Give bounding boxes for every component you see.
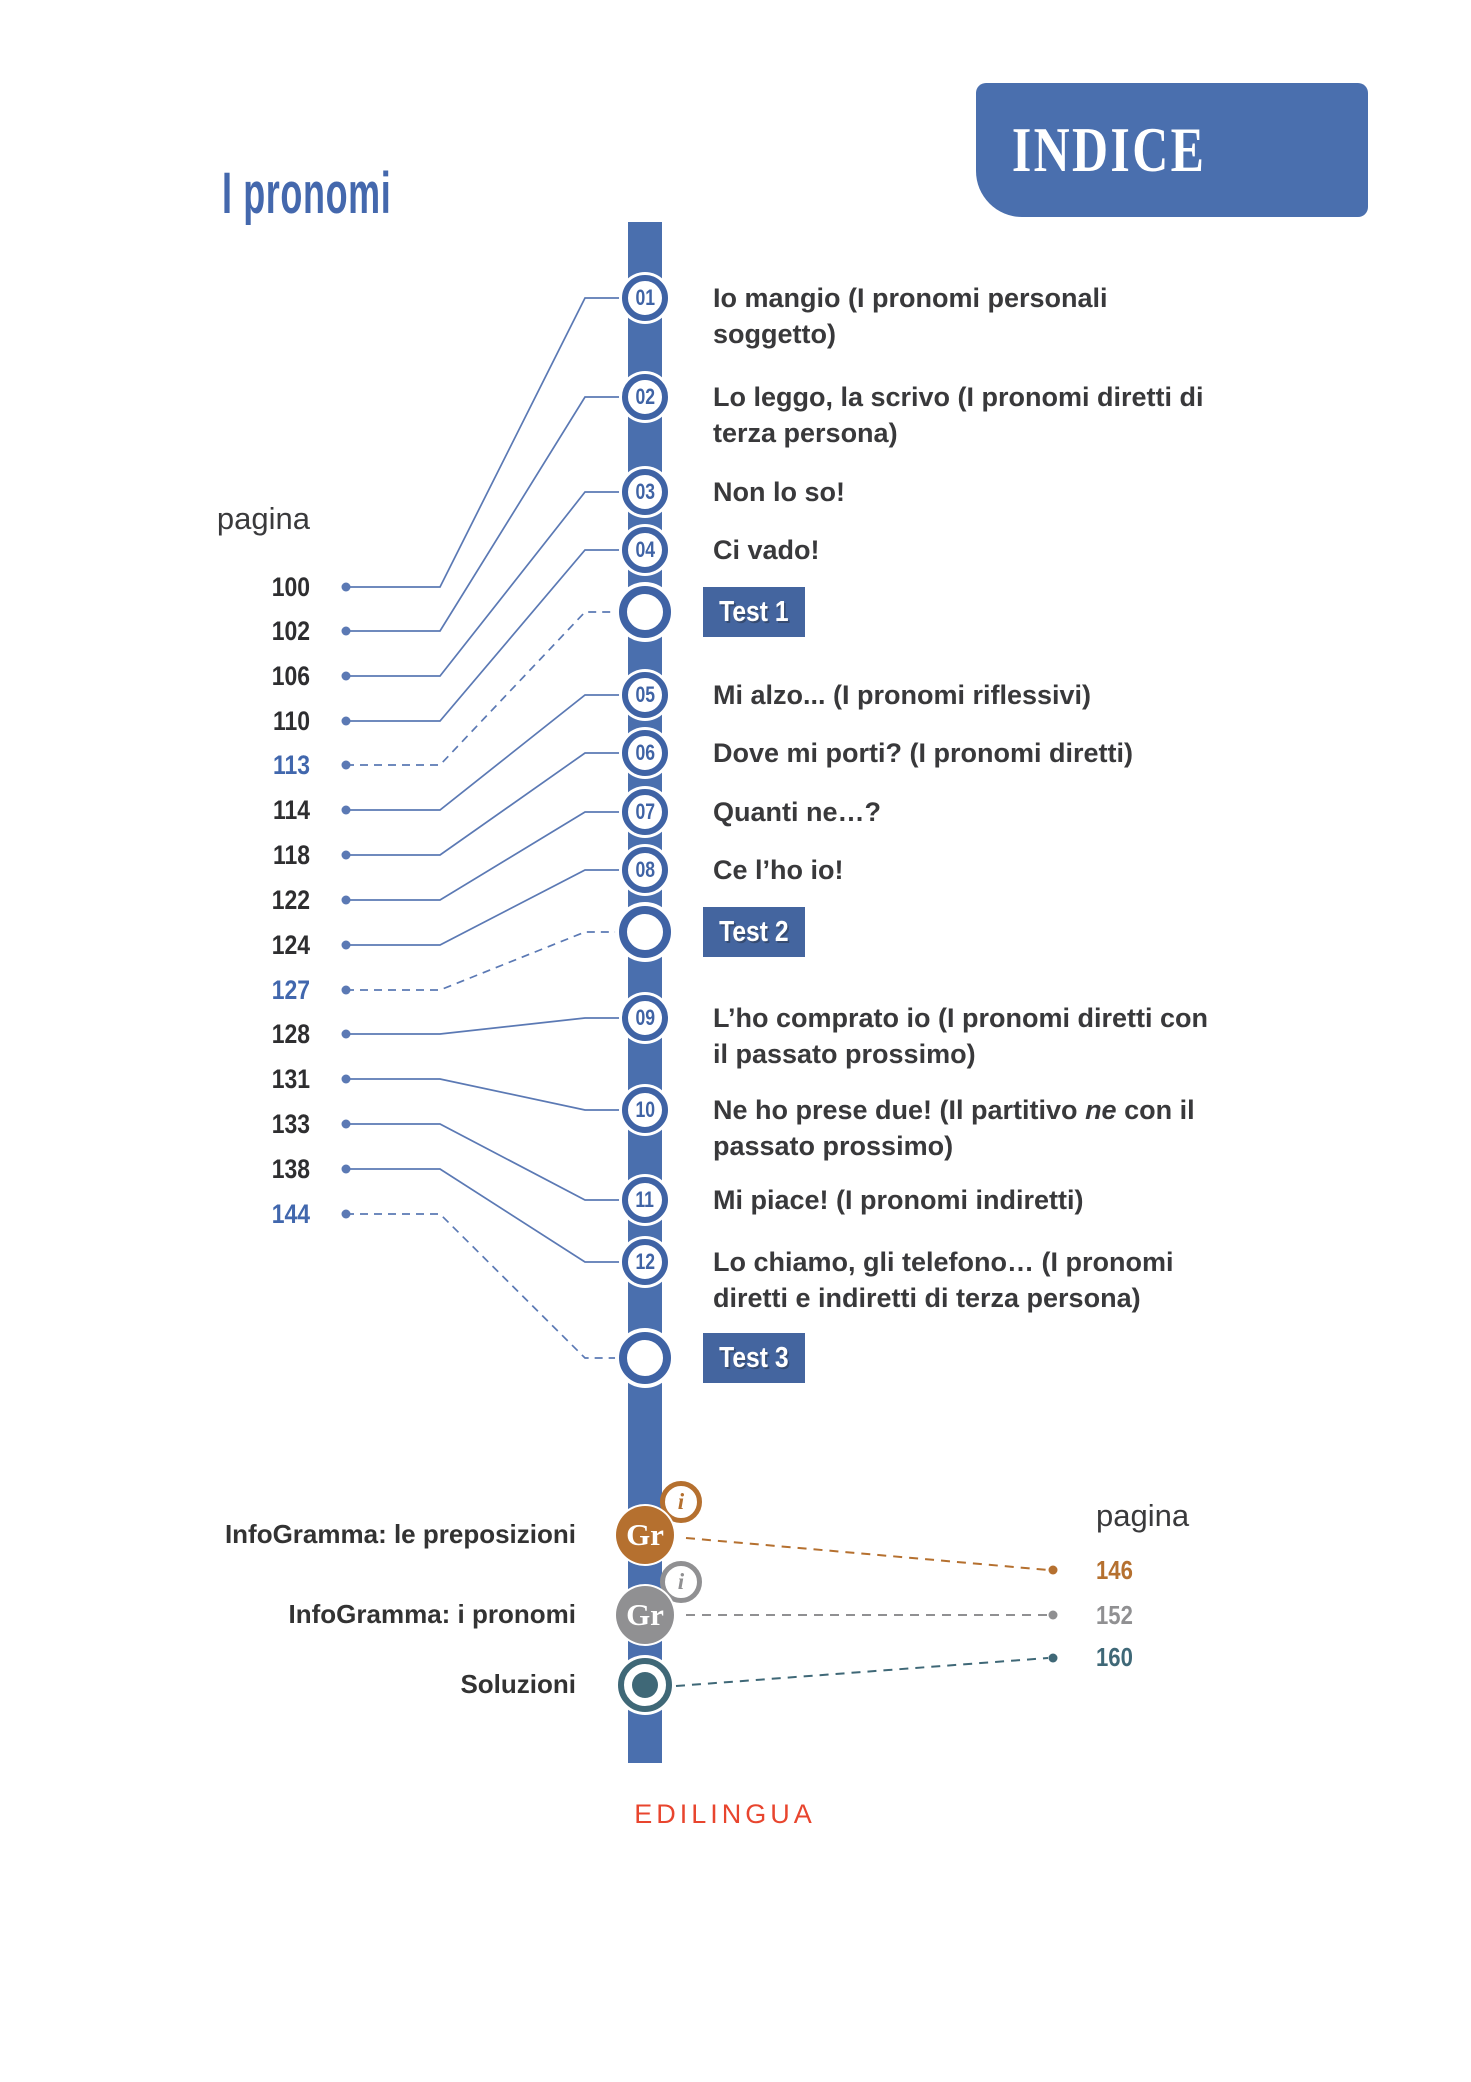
toc-item-circle [622, 374, 668, 420]
toc-item-circle [622, 995, 668, 1041]
toc-item-title-line: Quanti ne…? [713, 797, 881, 827]
toc-item-title [713, 735, 1133, 771]
solutions-inner-dot [632, 1672, 658, 1698]
toc-item-title [713, 532, 820, 568]
indice-label: INDICE [1011, 114, 1207, 185]
bottom-connector-dot [1049, 1566, 1058, 1575]
infogramma-gr-icon [616, 1586, 674, 1644]
toc-item-title-line: Lo chiamo, gli telefono… (I pronomi [713, 1247, 1174, 1277]
connector-dot [342, 1030, 351, 1039]
connector-dot [342, 1210, 351, 1219]
toc-item-number: 08 [635, 857, 655, 882]
toc-item-number: 11 [635, 1187, 655, 1212]
connector-dot [342, 1120, 351, 1129]
toc-item-title-line: Mi alzo... (I pronomi riflessivi) [713, 680, 1092, 710]
connector-dot [342, 627, 351, 636]
toc-item-title-line: diretti e indiretti di terza persona) [713, 1283, 1141, 1313]
toc-item-title-line: Lo leggo, la scrivo (I pronomi diretti di [713, 382, 1204, 412]
toc-page-number: 113 [272, 750, 310, 780]
connector-line [346, 932, 621, 990]
toc-item-title-line: L’ho comprato io (I pronomi diretti con [713, 1003, 1208, 1033]
connector-line [346, 397, 621, 631]
toc-item-number: 06 [635, 740, 655, 765]
test-badge-label: Test 1 [719, 595, 789, 628]
toc-item-title [713, 794, 881, 830]
connector-line [346, 612, 621, 765]
toc-page-number: 127 [271, 975, 310, 1005]
connector-line [346, 1079, 621, 1110]
toc-page-number: 128 [271, 1019, 310, 1049]
toc-item-title-line: soggetto) [713, 319, 836, 349]
toc-item-title-line: Ne ho prese due! (Il partitivo ne con il [713, 1095, 1195, 1125]
toc-item-title [713, 379, 1204, 451]
toc-item-title [713, 474, 845, 510]
solutions-circle-icon [618, 1658, 672, 1712]
toc-page-number: 118 [272, 840, 310, 870]
infogramma-row-label: InfoGramma: le preposizioni [224, 1519, 576, 1549]
info-i-letter: i [677, 1489, 685, 1514]
connector-dot [342, 583, 351, 592]
toc-page-number: 106 [271, 661, 310, 691]
info-i-letter: i [677, 1569, 685, 1594]
pagina-label-left: pagina [216, 501, 310, 536]
connector-dot [342, 761, 351, 770]
toc-item-circle [622, 527, 668, 573]
toc-page-number: 114 [272, 795, 310, 825]
toc-item-number: 04 [635, 537, 655, 562]
connector-line [346, 695, 621, 810]
test-badge-label: Test 3 [719, 1341, 789, 1374]
toc-item-circle [622, 469, 668, 515]
connector-dot [342, 717, 351, 726]
toc-page-number: 122 [271, 885, 310, 915]
connector-dot [342, 1075, 351, 1084]
toc-item-circle [622, 1177, 668, 1223]
toc-item-title [713, 852, 844, 888]
toc-item-title-line: Non lo so! [713, 477, 845, 507]
toc-item-title [713, 280, 1108, 352]
connector-line [346, 1214, 621, 1358]
toc-item-circle [622, 789, 668, 835]
connector-dot [342, 896, 351, 905]
toc-item-title [713, 1000, 1208, 1072]
toc-item-title-line: Io mangio (I pronomi personali [713, 283, 1108, 313]
toc-page-number: 110 [272, 706, 310, 736]
toc-item-circle [622, 730, 668, 776]
connector-line [346, 298, 621, 587]
toc-item-number: 10 [635, 1097, 655, 1122]
toc-page-number: 102 [271, 616, 310, 646]
toc-item-circle [622, 847, 668, 893]
toc-item-title [713, 1092, 1195, 1164]
bottom-page-number: 160 [1096, 1642, 1133, 1672]
toc-item-number: 03 [635, 479, 655, 504]
toc-page-number: 144 [271, 1199, 310, 1229]
toc-item-number: 01 [635, 285, 655, 310]
toc-page-number: 133 [271, 1109, 310, 1139]
edilingua-logo: EDILINGUA [634, 1799, 816, 1829]
toc-item-title-line: Ce l’ho io! [713, 855, 844, 885]
page-title: I pronomi [222, 161, 392, 226]
connector-dot [342, 672, 351, 681]
toc-page-number: 124 [271, 930, 310, 960]
toc-item-number: 12 [635, 1249, 655, 1274]
connector-dot [342, 806, 351, 815]
toc-item-number: 09 [635, 1005, 655, 1030]
toc-page-number: 138 [271, 1154, 310, 1184]
connector-dot [342, 986, 351, 995]
toc-item-number: 02 [635, 384, 655, 409]
connector-line [346, 1124, 621, 1200]
connector-dot [342, 1165, 351, 1174]
toc-item-title [713, 1244, 1174, 1316]
toc-item-title [713, 677, 1091, 713]
toc-item-circle [622, 275, 668, 321]
test-badge [703, 907, 805, 957]
toc-page-number: 100 [271, 572, 310, 602]
test-ring [619, 1332, 671, 1384]
toc-item-number: 07 [635, 799, 655, 824]
toc-item-title [713, 1182, 1084, 1218]
infogramma-row-label: Soluzioni [460, 1669, 576, 1699]
toc-item-number: 05 [635, 682, 655, 707]
test-ring [619, 906, 671, 958]
bottom-connector-line [686, 1538, 1048, 1570]
bottom-connector-line [676, 1658, 1048, 1686]
bottom-connector-dot [1049, 1611, 1058, 1620]
toc-item-title-line: il passato prossimo) [713, 1039, 976, 1069]
test-badge [703, 587, 805, 637]
test-ring [619, 586, 671, 638]
connector-line [346, 753, 621, 855]
gr-letters: Gr [626, 1517, 664, 1552]
test-badge-label: Test 2 [719, 915, 789, 948]
infogramma-gr-icon [616, 1506, 674, 1564]
toc-page-number: 131 [271, 1064, 310, 1094]
toc-item-circle [622, 1087, 668, 1133]
connector-line [346, 1018, 621, 1034]
connector-line [346, 1169, 621, 1262]
toc-item-title-line: Mi piace! (I pronomi indiretti) [713, 1185, 1084, 1215]
infogramma-row-label: InfoGramma: i pronomi [288, 1599, 576, 1629]
gr-letters: Gr [626, 1597, 664, 1632]
toc-item-circle [622, 1239, 668, 1285]
bottom-page-number: 152 [1096, 1600, 1133, 1630]
connector-line [346, 550, 621, 721]
toc-item-title-line: Dove mi porti? (I pronomi diretti) [713, 738, 1133, 768]
bottom-page-number: 146 [1096, 1555, 1133, 1585]
bottom-connector-dot [1049, 1654, 1058, 1663]
toc-item-title-line: passato prossimo) [713, 1131, 954, 1161]
toc-item-circle [622, 672, 668, 718]
connector-dot [342, 851, 351, 860]
connector-line [346, 492, 621, 676]
connector-dot [342, 941, 351, 950]
pagina-label-right: pagina [1096, 1498, 1190, 1533]
toc-item-title-line: terza persona) [713, 418, 898, 448]
toc-item-title-line: Ci vado! [713, 535, 820, 565]
test-badge [703, 1333, 805, 1383]
